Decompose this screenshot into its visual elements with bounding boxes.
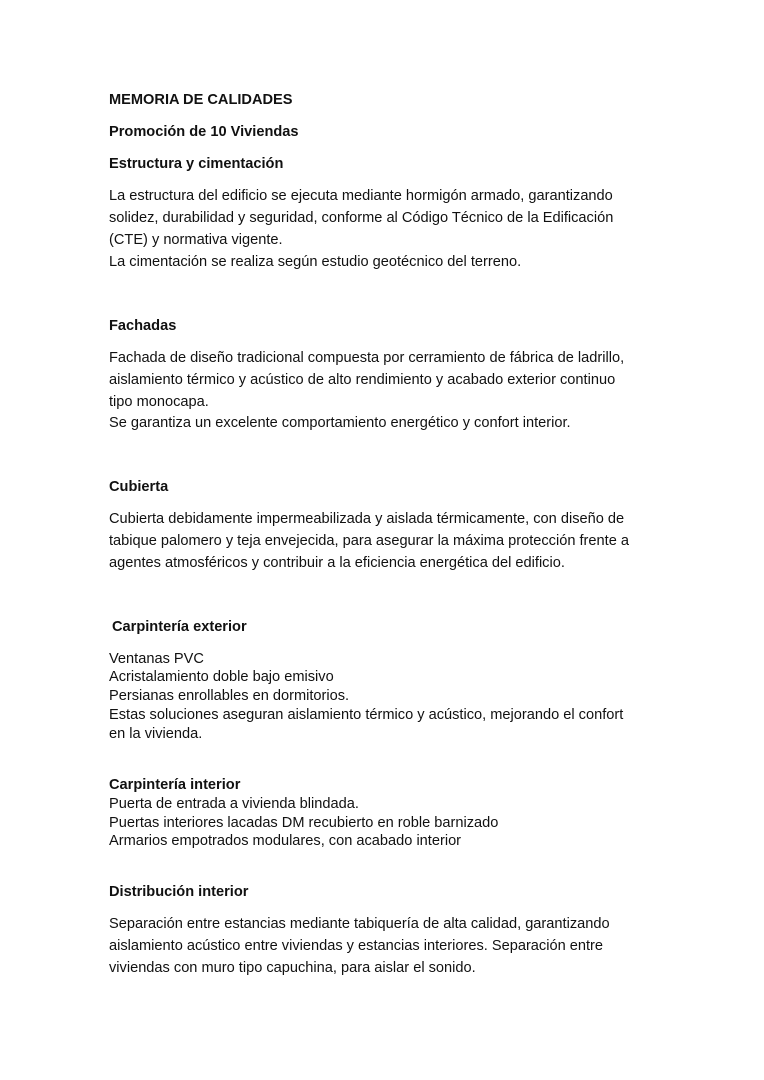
list-line: Persianas enrollables en dormitorios. (109, 688, 350, 704)
paragraph-line: agentes atmosféricos y contribuir a la eficiencia energética del edificio. (109, 555, 565, 571)
paragraph-line: Fachada de diseño tradicional compuesta por cerramiento de fábrica de ladrillo, (109, 350, 625, 366)
list-line: Puertas interiores lacadas DM recubierto en roble barnizado (109, 815, 499, 831)
list-line: Acristalamiento doble bajo emisivo (109, 669, 334, 685)
paragraph-line: Separación entre estancias mediante tabiquería de alta calidad, garantizando (109, 916, 610, 932)
document-title: MEMORIA DE CALIDADES (109, 92, 293, 108)
paragraph-line: viviendas con muro tipo capuchina, para aislar el sonido. (109, 960, 476, 976)
paragraph-line: tabique palomero y teja envejecida, para asegurar la máxima protección frente a (109, 533, 629, 549)
paragraph-line: La cimentación se realiza según estudio geotécnico del terreno. (109, 254, 522, 270)
list-line: en la vivienda. (109, 726, 203, 742)
document-subtitle: Promoción de 10 Viviendas (109, 124, 299, 140)
section-heading-carpinteria-exterior: Carpintería exterior (112, 619, 247, 635)
section-heading-carpinteria-interior: Carpintería interior (109, 777, 241, 793)
section-heading-estructura: Estructura y cimentación (109, 156, 284, 172)
section-heading-distribucion-interior: Distribución interior (109, 884, 249, 900)
paragraph-line: La estructura del edificio se ejecuta mediante hormigón armado, garantizando (109, 188, 613, 204)
paragraph-line: solidez, durabilidad y seguridad, conforme al Código Técnico de la Edificación (109, 210, 614, 226)
section-heading-cubierta: Cubierta (109, 479, 169, 495)
list-line: Estas soluciones aseguran aislamiento térmico y acústico, mejorando el confort (109, 707, 624, 723)
paragraph-line: Se garantiza un excelente comportamiento energético y confort interior. (109, 415, 571, 431)
paragraph-line: aislamiento térmico y acústico de alto rendimiento y acabado exterior continuo (109, 372, 616, 388)
paragraph-line: (CTE) y normativa vigente. (109, 232, 283, 248)
paragraph-line: aislamiento acústico entre viviendas y estancias interiores. Separación entre (109, 938, 604, 954)
list-line: Puerta de entrada a vivienda blindada. (109, 796, 359, 812)
paragraph-line: Cubierta debidamente impermeabilizada y aislada térmicamente, con diseño de (109, 511, 625, 527)
list-line: Ventanas PVC (109, 651, 204, 667)
paragraph-line: tipo monocapa. (109, 394, 209, 410)
section-heading-fachadas: Fachadas (109, 318, 177, 334)
list-line: Armarios empotrados modulares, con acabado interior (109, 833, 462, 849)
